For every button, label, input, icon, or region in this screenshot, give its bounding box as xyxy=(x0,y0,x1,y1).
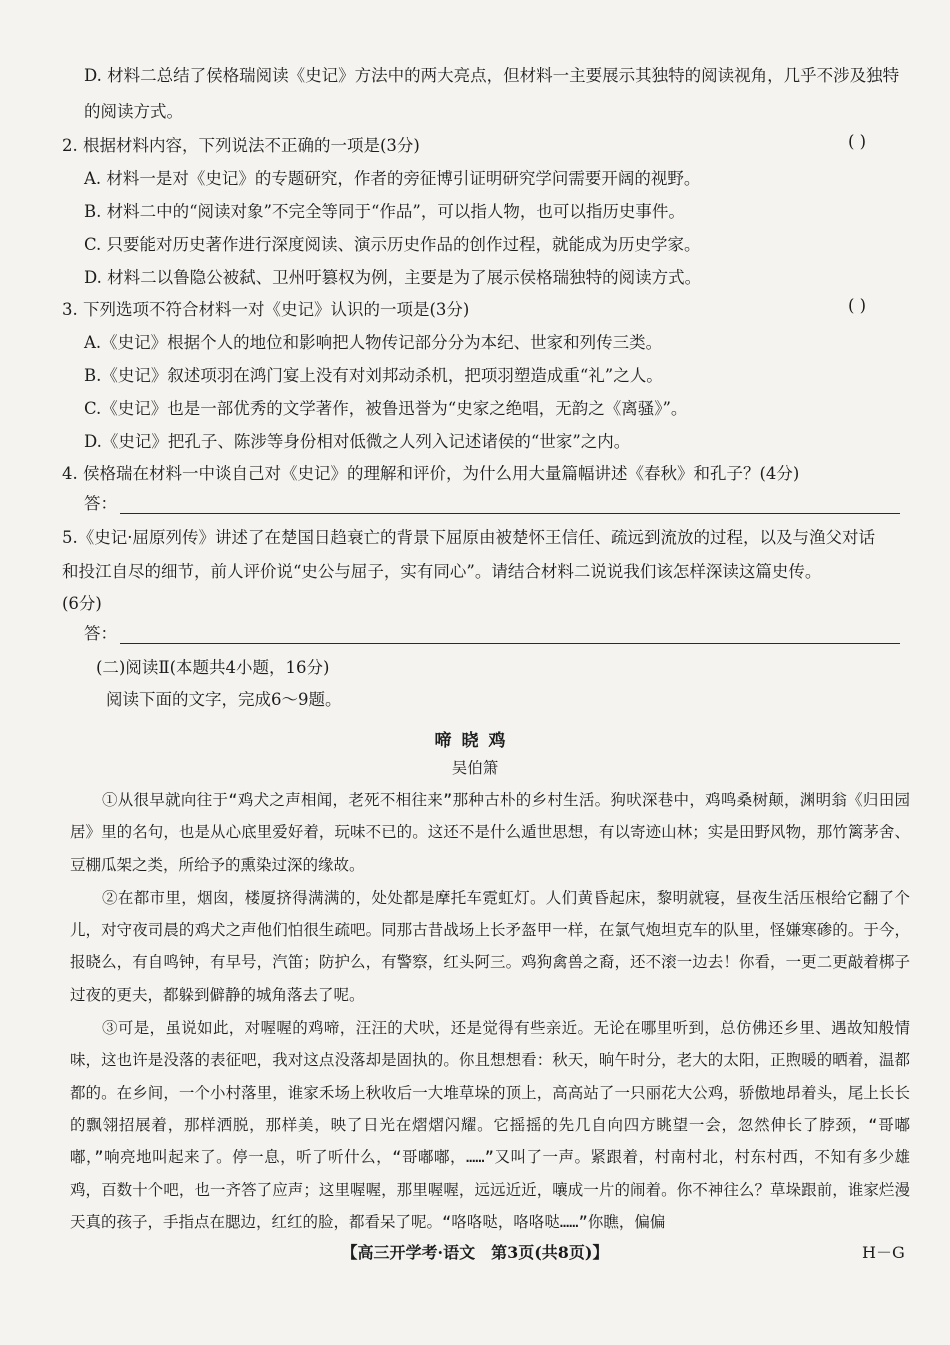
q1-option-d-line2: 的阅读方式。 xyxy=(84,102,183,121)
essay-title: 啼晓鸡 xyxy=(434,731,516,751)
essay-paragraph-2: ②在都市里，烟囱，楼厦挤得满满的，处处都是摩托车霓虹灯。人们黄昏起床，黎明就寝，昼夜生活压根给它翻了个儿，对守夜司晨的鸡犬之声他们怕很生疏吧。同那古昔战场上长矛盔甲一样，在氯气炮坦克车的队里，怪嫌寒碜的。于今，报晓么，有自鸣钟，有早号，汽笛；防护么，有警察，红头阿三。鸡狗禽兽之裔，还不滚一边去！你看，一更二更敲着梆子过夜的更夫，都躲到僻静的城角落去了呢。 xyxy=(70,888,910,1004)
q3-option-a: A.《史记》根据个人的地位和影响把人物传记部分分为本纪、世家和列传三类。 xyxy=(84,333,663,352)
q2-option-b: B. 材料二中的“阅读对象”不完全等同于“作品”，可以指人物，也可以指历史事件。 xyxy=(84,202,685,221)
section-instruction: 阅读下面的文字，完成6～9题。 xyxy=(106,690,342,709)
page-footer: 【高三开学考·语文 第3页(共8页)】 xyxy=(341,1243,609,1262)
q4-answer-line[interactable] xyxy=(84,492,900,518)
q3-option-d: D.《史记》把孔子、陈涉等身份相对低微之人列入记述诸侯的“世家”之内。 xyxy=(84,432,631,451)
q5-stem-line3: (6分) xyxy=(62,594,102,613)
essay-body xyxy=(70,784,910,1239)
q5-answer-label: 答： xyxy=(84,624,117,643)
q2-option-c: C. 只要能对历史著作进行深度阅读、演示历史作品的创作过程，就能成为历史学家。 xyxy=(84,235,701,254)
essay-author: 吴伯箫 xyxy=(451,759,499,777)
q3-answer-paren: ( ) xyxy=(848,296,867,315)
q1-option-d-line1: D. 材料二总结了侯格瑞阅读《史记》方法中的两大亮点，但材料一主要展示其独特的阅读视角，几乎不涉及独特 xyxy=(84,66,900,85)
paper-code: H－G xyxy=(862,1243,905,1262)
q2-option-d: D. 材料二以鲁隐公被弑、卫州吁篡权为例，主要是为了展示侯格瑞独特的阅读方式。 xyxy=(84,268,702,287)
essay-paragraph-1: ①从很早就向往于“鸡犬之声相闻，老死不相往来”那种古朴的乡村生活。狗吠深巷中，鸡鸣桑树颠，渊明翁《归田园居》里的名句，也是从心底里爱好着，玩味不已的。这还不是什么遁世思想，有以寄迹山林；实是田野风物，那竹篱茅舍、豆棚瓜架之类，所给予的熏染过深的缘故。 xyxy=(70,791,910,874)
q3-stem: 3. 下列选项不符合材料一对《史记》认识的一项是(3分) xyxy=(62,300,470,319)
q3-option-b: B.《史记》叙述项羽在鸿门宴上没有对刘邦动杀机，把项羽塑造成重“礼”之人。 xyxy=(84,366,663,385)
q2-option-a: A. 材料一是对《史记》的专题研究，作者的旁征博引证明研究学问需要开阔的视野。 xyxy=(84,169,701,188)
q3-option-c: C.《史记》也是一部优秀的文学著作，被鲁迅誉为“史家之绝唱，无韵之《离骚》”。 xyxy=(84,399,688,418)
section-heading: (二)阅读Ⅱ(本题共4小题，16分) xyxy=(96,658,330,677)
q4-answer-underline xyxy=(120,513,900,514)
essay-paragraph-3: ③可是，虽说如此，对喔喔的鸡啼，汪汪的犬吠，还是觉得有些亲近。无论在哪里听到，总仿佛还乡里、遇故知般情味，这也许是没落的表征吧，我对这点没落却是固执的。你且想想看：秋天，晌午时分，老大的太阳，正煦暖的晒着，温都都的。在乡间，一个小村落里，谁家禾场上秋收后一大堆草垛的顶上，高高站了一只丽花大公鸡，骄傲地昂着头，尾上长长的飘翎招展着，那样洒脱，那样美，映了日光在熠熠闪耀。它摇摇的先几自向四方眺望一会，忽然伸长了脖颈，“哥嘟嘟，”响亮地叫起来了。停一息，听了听什么，“哥嘟嘟，……”又叫了一声。紧跟着，村南村北，村东村西，不知有多少雄鸡，百数十个吧，也一齐答了应声；这里喔喔，那里喔喔，远远近近，嚷成一片的闹着。你不神往么？草垛跟前，谁家烂漫天真的孩子，手指点在腮边，红红的脸，都看呆了呢。“咯咯哒，咯咯哒……”你瞧，偏偏 xyxy=(70,1019,910,1231)
q5-stem-line2: 和投江自尽的细节，前人评价说“史公与屈子，实有同心”。请结合材料二说说我们该怎样深读这篇史传。 xyxy=(62,562,822,581)
q4-answer-label: 答： xyxy=(84,494,117,513)
q2-answer-paren: ( ) xyxy=(848,132,867,151)
q5-answer-underline xyxy=(120,643,900,644)
q4-stem: 4. 侯格瑞在材料一中谈自己对《史记》的理解和评价，为什么用大量篇幅讲述《春秋》和孔子？(4分) xyxy=(62,464,800,483)
q2-stem: 2. 根据材料内容，下列说法不正确的一项是(3分) xyxy=(62,136,420,155)
q5-stem-line1: 5.《史记·屈原列传》讲述了在楚国日趋衰亡的背景下屈原由被楚怀王信任、疏远到流放的过程，以及与渔父对话 xyxy=(62,528,875,547)
q5-answer-line[interactable] xyxy=(84,622,900,648)
